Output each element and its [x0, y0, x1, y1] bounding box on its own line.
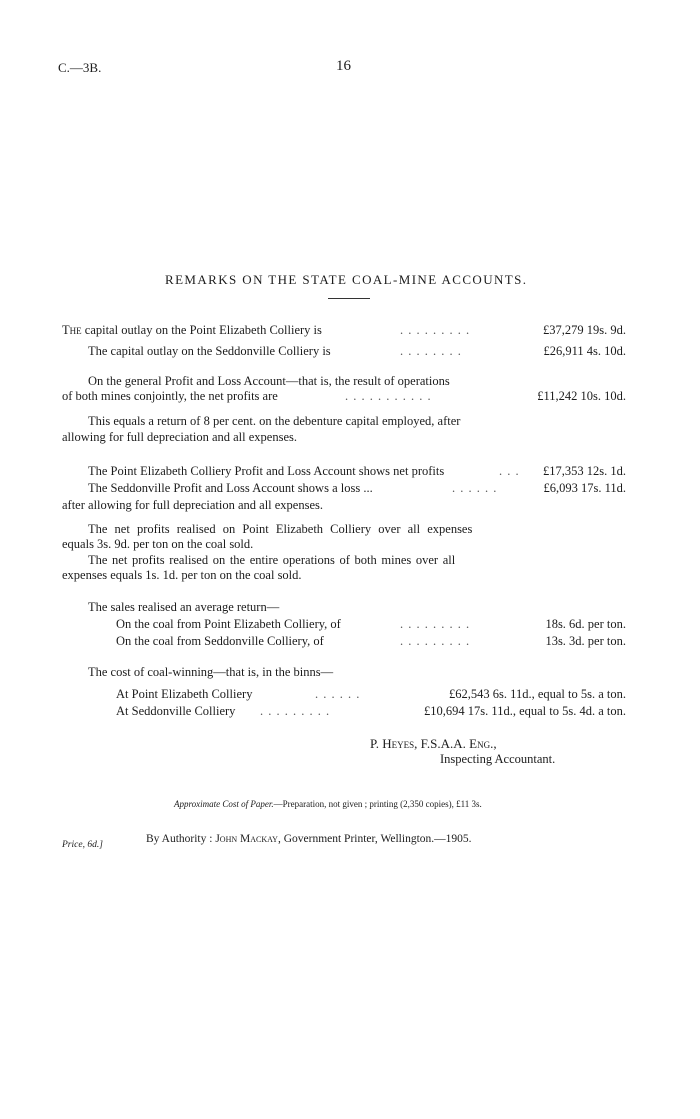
sales-point-elizabeth-label: On the coal from Point Elizabeth Colliery, of [116, 617, 341, 631]
general-pl-amount: £11,242 10s. 10d. [537, 389, 626, 403]
leader-dots: . . . . . . [315, 687, 361, 701]
pl-seddonville-label: The Seddonville Profit and Loss Account shows a loss ... [88, 481, 373, 495]
cost-point-elizabeth-amount: £62,543 6s. 11d., equal to 5s. a ton. [449, 687, 626, 701]
capital-point-elizabeth-text: capital outlay on the Point Elizabeth Colliery is [84, 323, 322, 337]
per-ton-all-line1: The net profits realised on the entire operations of both mines over all [88, 553, 456, 567]
sales-seddonville-amount: 13s. 3d. per ton. [545, 634, 626, 648]
leader-dots: . . . . . . . . . [400, 323, 471, 337]
signature-name: P. Heyes, F.S.A.A. Eng., [370, 736, 497, 751]
authority-line [146, 833, 472, 845]
general-pl-line1: On the general Profit and Loss Account—that is, the result of operations [88, 374, 450, 388]
printer-name: John Mackay, [215, 833, 281, 845]
price: Price, 6d.] [62, 840, 103, 850]
document-reference: C.—3B. [58, 60, 102, 75]
cost-seddonville-label: At Seddonville Colliery [116, 704, 236, 718]
cost-intro: The cost of coal-winning—that is, in the binns— [88, 665, 334, 679]
return-line1: This equals a return of 8 per cent. on the debenture capital employed, after [88, 414, 461, 428]
leader-dots: . . . . . . . . . . . [345, 389, 432, 403]
leader-dots: . . . . . . . . [400, 344, 462, 358]
page-title: REMARKS ON THE STATE COAL-MINE ACCOUNTS. [165, 272, 528, 287]
per-ton-pe-line2: equals 3s. 9d. per ton on the coal sold. [62, 537, 254, 551]
title-rule [328, 298, 370, 299]
leader-dots: . . . . . . [452, 481, 498, 495]
authority-prefix: By Authority : [146, 833, 213, 845]
cost-seddonville-amount: £10,694 17s. 11d., equal to 5s. 4d. a ton. [424, 704, 626, 718]
paper-cost-label: Approximate Cost of Paper. [174, 799, 274, 809]
capital-seddonville-amount: £26,911 4s. 10d. [543, 344, 626, 358]
leader-dots: . . . . . . . . . [400, 617, 471, 631]
authority-rest: Government Printer, Wellington.—1905. [283, 833, 472, 845]
leader-dots: . . . [499, 464, 520, 478]
leader-dots: . . . . . . . . . [260, 704, 331, 718]
per-ton-pe-line1: The net profits realised on Point Elizabeth Colliery over all expenses [88, 522, 473, 536]
capital-seddonville-label: The capital outlay on the Seddonville Colliery is [88, 344, 331, 358]
pl-note: after allowing for full depreciation and all expenses. [62, 498, 324, 512]
general-pl-line2: of both mines conjointly, the net profits are [62, 389, 278, 403]
sales-point-elizabeth-amount: 18s. 6d. per ton. [545, 617, 626, 631]
per-ton-all-line2: expenses equals 1s. 1d. per ton on the coal sold. [62, 568, 302, 582]
pl-seddonville-amount: £6,093 17s. 11d. [543, 481, 626, 495]
capital-point-elizabeth-label [62, 323, 322, 338]
pl-point-elizabeth-label: The Point Elizabeth Colliery Profit and Loss Account shows net profits [88, 464, 445, 478]
capital-point-elizabeth-first-word: The [62, 323, 82, 337]
leader-dots: . . . . . . . . . [400, 634, 471, 648]
page-number: 16 [336, 58, 351, 74]
paper-cost-text: —Preparation, not given ; printing (2,350 copies), £11 3s. [273, 799, 482, 809]
return-line2: allowing for full depreciation and all expenses. [62, 430, 297, 444]
cost-point-elizabeth-label: At Point Elizabeth Colliery [116, 687, 253, 701]
signature-title: Inspecting Accountant. [440, 752, 556, 766]
sales-intro: The sales realised an average return— [88, 600, 280, 614]
paper-cost-note [174, 799, 482, 809]
sales-seddonville-label: On the coal from Seddonville Colliery, of [116, 634, 324, 648]
pl-point-elizabeth-amount: £17,353 12s. 1d. [543, 464, 626, 478]
capital-point-elizabeth-amount: £37,279 19s. 9d. [543, 323, 626, 337]
